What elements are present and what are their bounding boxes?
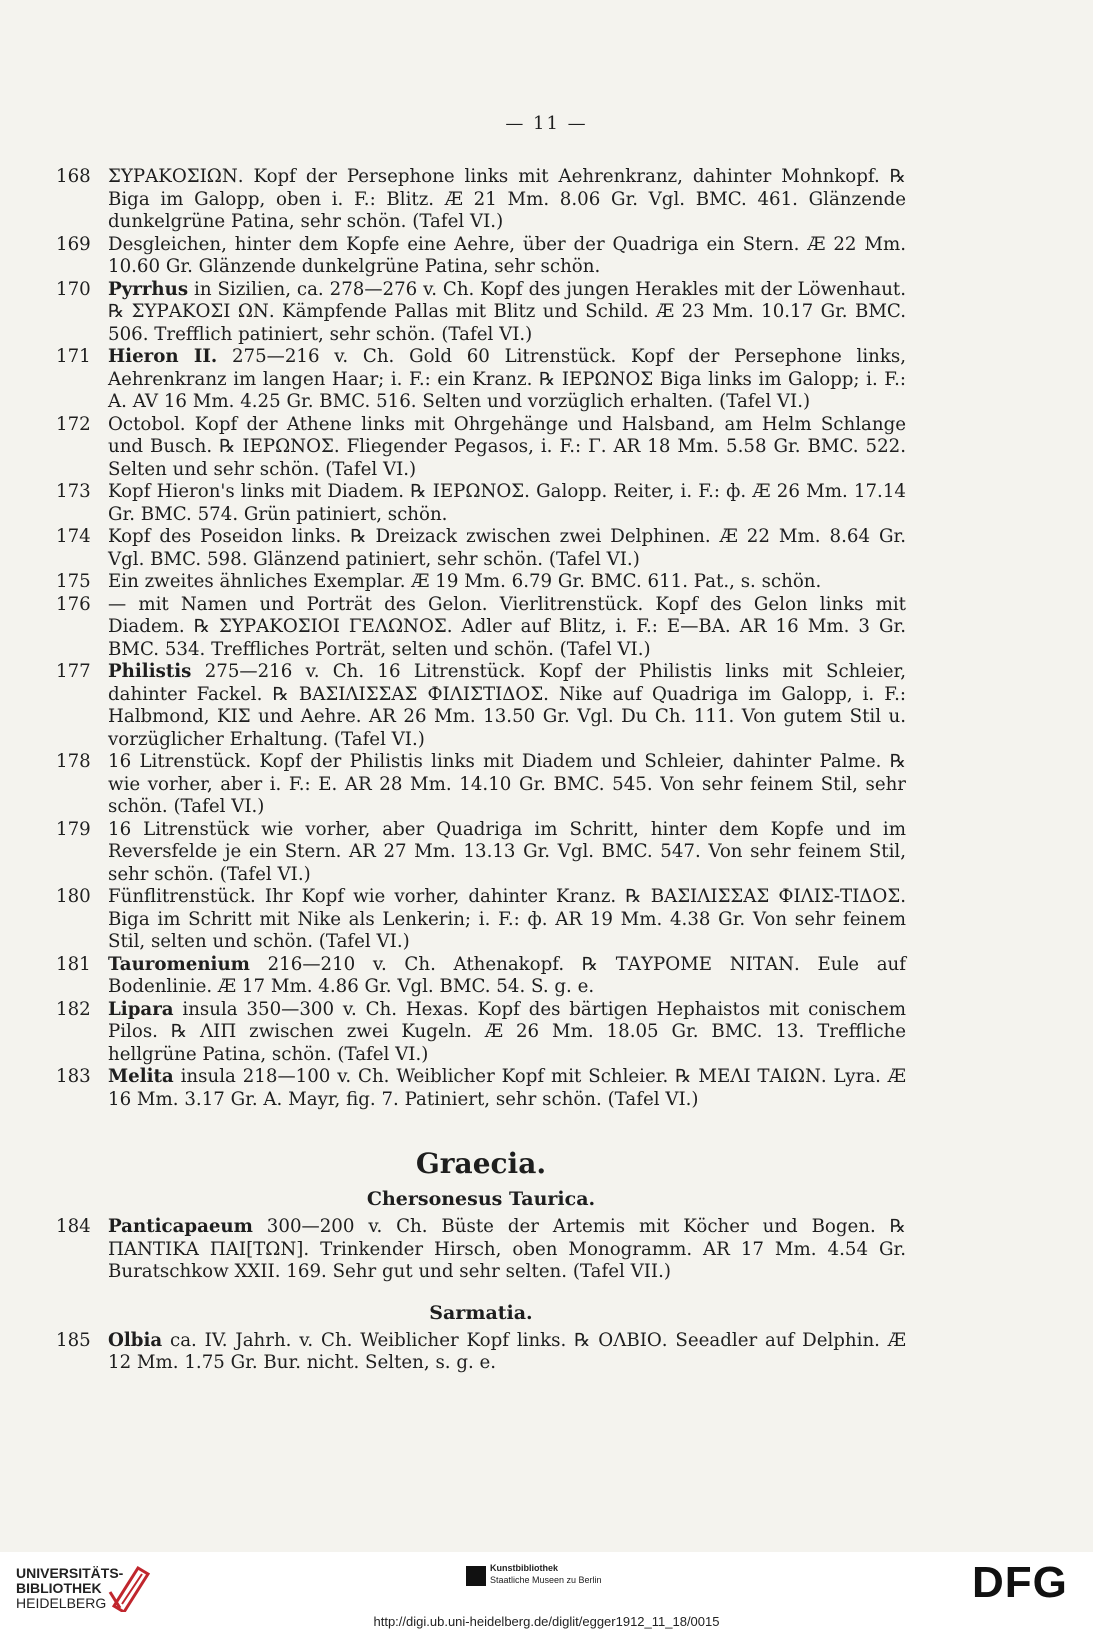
entry-description: insula 218—100 v. Ch. Weiblicher Kopf mit Schleier. ℞ ΜΕΛΙ ΤΑΙΩΝ. Lyra. Æ 16 Mm. 3.17 Gr. A. Mayr, fig. 7. Patiniert, sehr schön. (Tafel VI.) [108,1066,906,1110]
entry-number: 169 [56,233,91,255]
entry-text [108,661,906,751]
entry-name: Tauromenium [108,953,250,975]
page-number: — 11 — [505,113,588,134]
entry-text [108,571,906,594]
entry-name: Melita [108,1066,174,1087]
entry-name: Olbia [108,1329,163,1351]
entry-text [108,886,906,954]
entry-number: 177 [56,661,91,682]
entry-text [108,481,906,526]
entry-description: Ein zweites ähnliches Exemplar. Æ 19 Mm. 6.79 Gr. BMC. 611. Pat., s. schön. [108,571,822,592]
catalog-entry [56,481,906,526]
entry-name: Pyrrhus [108,278,189,300]
library-name-line2: BIBLIOTHEK [16,1580,102,1596]
library-name-line3: HEIDELBERG [16,1595,107,1611]
dfg-logo[interactable]: DFG [972,1558,1068,1607]
catalog-entries [56,166,906,1375]
entry-number: 172 [56,413,91,435]
entry-number: 183 [56,1066,91,1087]
entry-description: 16 Litrenstück wie vorher, aber Quadriga im Schritt, hinter dem Kopfe und im Reversfelde je ein Stern. AR 27 Mm. 13.13 Gr. Vgl. BMC. 547. Von sehr feinem Stil, sehr schön. (Tafel VI.) [108,818,906,885]
kunstbibliothek-subtitle: Staatliche Museen zu Berlin [490,1575,602,1585]
entry-text [108,819,906,887]
catalog-entry [56,819,906,887]
entry-number: 180 [56,886,91,907]
footer-bar [0,1552,1093,1630]
entry-description: 216—210 v. Ch. Athenakopf. ℞ ΤΑΥΡΟΜΕ ΝΙΤΑΝ. Eule auf Bodenlinie. Æ 17 Mm. 4.86 Gr. Vgl. BMC. 54. S. g. e. [108,953,906,997]
entry-list-sarmatia [56,1330,906,1375]
subsection-title-sarmatia: Sarmatia. [429,1301,533,1324]
catalog-entry [56,886,906,954]
entry-description: Kopf des Poseidon links. ℞ Dreizack zwischen zwei Delphinen. Æ 22 Mm. 8.64 Gr. Vgl. BMC. 598. Glänzend patiniert, sehr schön. (Tafel VI.) [108,526,906,570]
entry-list-sicily [56,166,906,1111]
entry-number: 168 [56,166,91,187]
entry-text [108,414,906,482]
entry-name: Panticapaeum [108,1216,253,1237]
entry-number: 182 [56,998,91,1020]
entry-text [108,166,906,234]
entry-description: 300—200 v. Ch. Büste der Artemis mit Köcher und Bogen. ℞ ΠΑΝΤΙΚΑ ΠΑΙ[ΤΩΝ]. Trinkender Hirsch, oben Monogramm. AR 17 Mm. 4.54 Gr. Buratschkow XXII. 169. Sehr gut und sehr selten. (Tafel VII.) [108,1216,906,1282]
entry-name: Philistis [108,661,192,682]
entry-text [108,594,906,662]
entry-description: Octobol. Kopf der Athene links mit Ohrgehänge und Halsband, am Helm Schlange und Busch. ℞ ΙΕΡΩΝΟΣ. Fliegender Pegasos, i. F.: Γ. AR 18 Mm. 5.58 Gr. BMC. 522. Selten und sehr schön. (Tafel VI.) [108,413,906,480]
entry-text [108,954,906,999]
catalog-entry [56,594,906,662]
entry-text [108,1216,906,1284]
entry-description: 275—216 v. Ch. Gold 60 Litrenstück. Kopf der Persephone links, Aehrenkranz im langen Haar; i. F.: ein Kranz. ℞ ΙΕΡΩΝΟΣ Biga links im Galopp; i. F.: A. AV 16 Mm. 4.25 Gr. BMC. 516. Selten und vorzüglich erhalten. (Tafel VI.) [108,346,906,412]
entry-list-chersonesus [56,1216,906,1284]
entry-description: Fünflitrenstück. Ihr Kopf wie vorher, dahinter Kranz. ℞ ΒΑΣΙΛΙΣΣΑΣ ФΙΛΙΣ-ΤΙΔΟΣ. Biga im Schritt mit Nike als Lenkerin; i. F.: ф. AR 19 Mm. 4.38 Gr. Von sehr feinem Stil, selten und schön. (Tafel VI.) [108,886,906,952]
entry-text [108,1330,906,1375]
entry-description: insula 350—300 v. Ch. Hexas. Kopf des bärtigen Hephaistos mit conischem Pilos. ℞ ΛΙΠ zwischen zwei Kugeln. Æ 26 Mm. 18.05 Gr. BMC. 13. Treffliche hellgrüne Patina, schön. (Tafel VI.) [108,998,906,1065]
entry-number: 181 [56,953,91,975]
entry-description: — mit Namen und Porträt des Gelon. Vierlitrenstück. Kopf des Gelon links mit Diadem. ℞ ΣΥΡΑΚΟΣΙΟΙ ΓΕΛΩΝΟΣ. Adler auf Blitz, i. F.: E—BA. AR 16 Mm. 3 Gr. BMC. 534. Treffliches Porträt, selten und schön. (Tafel VI.) [108,593,906,660]
catalog-entry [56,751,906,819]
catalog-entry [56,526,906,571]
entry-number: 185 [56,1329,91,1351]
entry-number: 184 [56,1216,91,1237]
entry-number: 175 [56,571,91,592]
entry-number: 174 [56,526,91,547]
entry-number: 176 [56,593,91,615]
entry-text [108,999,906,1067]
entry-description: 16 Litrenstück. Kopf der Philistis links mit Diadem und Schleier, dahinter Palme. ℞ wie vorher, aber i. F.: E. AR 28 Mm. 14.10 Gr. BMC. 545. Von sehr feinem Stil, sehr schön. (Tafel VI.) [108,751,906,817]
entry-name: Lipara [108,998,174,1020]
catalog-entry [56,661,906,751]
kunstbibliothek-name: Kunstbibliothek [490,1563,558,1573]
subsection-title-chersonesus: Chersonesus Taurica. [366,1188,596,1210]
entry-name: Hieron II. [108,346,218,367]
entry-text [108,751,906,819]
entry-number: 173 [56,481,91,502]
entry-number: 179 [56,818,91,840]
entry-text [108,526,906,571]
entry-text [108,279,906,347]
entry-text [108,234,906,279]
catalog-entry [56,1066,906,1111]
catalog-entry [56,346,906,414]
entry-description: ca. IV. Jahrh. v. Ch. Weiblicher Kopf links. ℞ ΟΛΒΙΟ. Seeadler auf Delphin. Æ 12 Mm. 1.75 Gr. Bur. nicht. Selten, s. g. e. [108,1329,906,1373]
catalog-entry [56,999,906,1067]
entry-text [108,1066,906,1111]
catalog-entry [56,571,906,594]
entry-description: ΣΥΡΑΚΟΣΙΩΝ. Kopf der Persephone links mit Aehrenkranz, dahinter Mohnkopf. ℞ Biga im Galopp, oben i. F.: Blitz. Æ 21 Mm. 8.06 Gr. Vgl. BMC. 461. Glänzende dunkelgrüne Patina, sehr schön. (Tafel VI.) [108,166,906,232]
catalog-entry [56,1216,906,1284]
kunstbibliothek-logo[interactable] [490,1562,602,1586]
permalink-url[interactable]: http://digi.ub.uni-heidelberg.de/diglit/egger1912_11_18/0015 [373,1614,720,1629]
section-title: Graecia. [415,1147,547,1180]
entry-description: in Sizilien, ca. 278—276 v. Ch. Kopf des jungen Herakles mit der Löwenhaut. ℞ ΣΥΡΑΚΟΣΙ ΩΝ. Kämpfende Pallas mit Blitz und Schild. Æ 23 Mm. 10.17 Gr. BMC. 506. Trefflich patiniert, sehr schön. (Tafel VI.) [108,278,906,345]
catalog-entry [56,954,906,999]
entry-text [108,346,906,414]
kunstbibliothek-logo-icon [466,1566,486,1586]
catalog-entry [56,1330,906,1375]
catalog-entry [56,234,906,279]
entry-description: 275—216 v. Ch. 16 Litrenstück. Kopf der Philistis links mit Schleier, dahinter Fackel. ℞ ΒΑΣΙΛΙΣΣΑΣ ФΙΛΙΣΤΙΔΟΣ. Nike auf Quadriga im Galopp, i. F.: Halbmond, ΚΙΣ und Aehre. AR 26 Mm. 13.50 Gr. Vgl. Du Ch. 111. Von gutem Stil u. vorzüglicher Erhaltung. (Tafel VI.) [108,661,906,750]
catalog-entry [56,414,906,482]
library-emblem-icon [108,1562,152,1612]
entry-number: 178 [56,751,91,772]
library-name-line1: UNIVERSITÄTS- [16,1565,124,1581]
catalog-entry [56,166,906,234]
entry-number: 170 [56,278,91,300]
catalog-entry [56,279,906,347]
entry-description: Kopf Hieron's links mit Diadem. ℞ ΙΕΡΩΝΟΣ. Galopp. Reiter, i. F.: ф. Æ 26 Mm. 17.14 Gr. BMC. 574. Grün patiniert, schön. [108,481,906,525]
entry-number: 171 [56,346,91,367]
entry-description: Desgleichen, hinter dem Kopfe eine Aehre, über der Quadriga ein Stern. Æ 22 Mm. 10.60 Gr. Glänzende dunkelgrüne Patina, sehr schön. [108,233,906,277]
